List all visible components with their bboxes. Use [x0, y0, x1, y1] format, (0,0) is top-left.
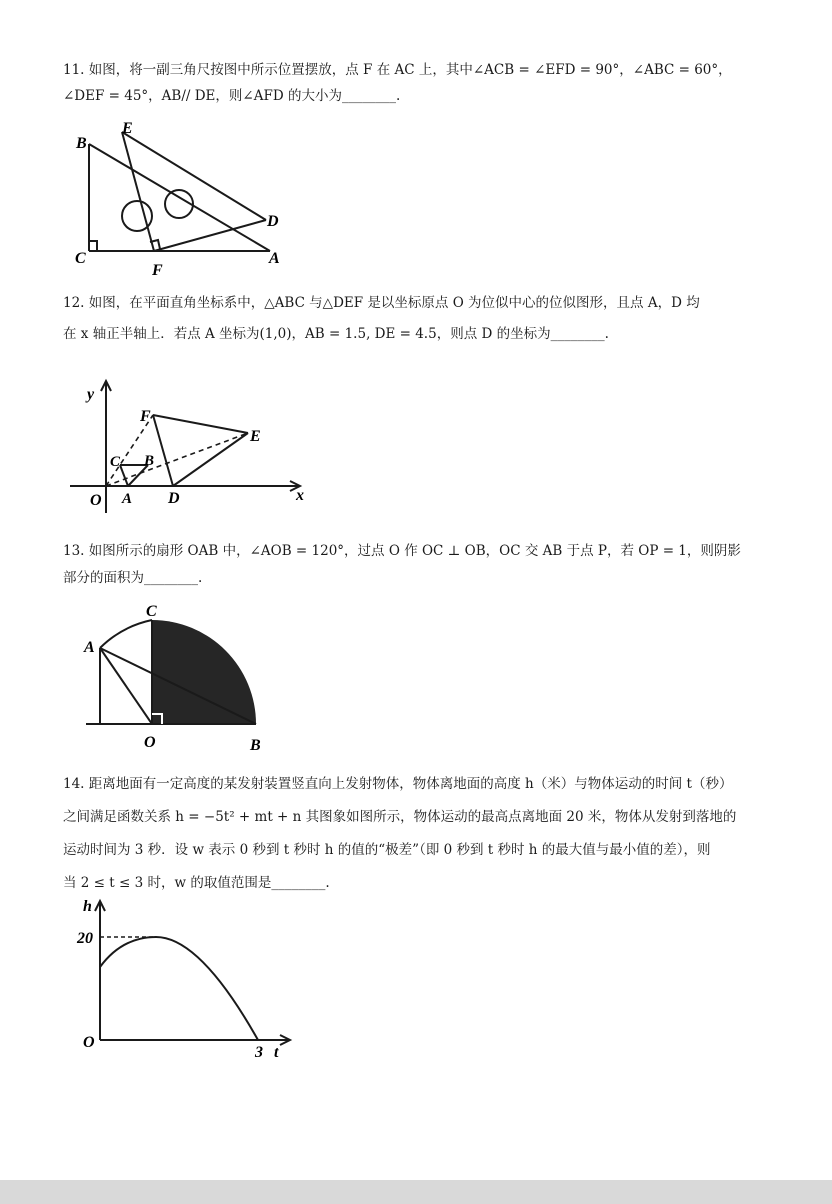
- label-D: D: [267, 213, 279, 230]
- label-20: 20: [77, 930, 93, 947]
- label-B: B: [76, 135, 87, 152]
- question-14-line-2: 之间满足函数关系 h = −5t² + mt + n 其图象如图所示，物体运动的最高点离地面 20 米，物体从发射到落地的: [63, 809, 737, 826]
- label-E: E: [250, 428, 261, 445]
- question-11-line-1: 11. 如图，将一副三角尺按图中所示位置摆放，点 F 在 AC 上，其中∠ACB = ∠EFD = 90°，∠ABC = 60°，: [63, 62, 732, 78]
- figure-13-sector: [78, 600, 288, 755]
- label-t: t: [274, 1044, 279, 1061]
- question-13: [63, 538, 779, 592]
- label-B: B: [250, 737, 261, 754]
- label-x: x: [296, 487, 304, 504]
- label-F: F: [152, 262, 163, 279]
- label-O: O: [83, 1034, 95, 1051]
- label-A: A: [269, 250, 280, 267]
- question-14-line-4: 当 2 ≤ t ≤ 3 时，w 的取值范围是________.: [63, 875, 330, 892]
- page-footer-bar: [0, 1180, 832, 1204]
- label-C: C: [110, 454, 121, 470]
- figure-11-triangles: [70, 120, 290, 280]
- label-y: y: [87, 386, 95, 403]
- label-C: C: [146, 603, 157, 620]
- label-B: B: [144, 453, 155, 469]
- question-12: [63, 288, 779, 350]
- label-3: 3: [255, 1044, 263, 1061]
- question-14-line-3: 运动时间为 3 秒．设 w 表示 0 秒到 t 秒时 h 的值的“极差”（即 0 秒到 t 秒时 h 的最大值与最小值的差），则: [63, 842, 711, 859]
- label-D: D: [168, 490, 180, 507]
- label-A: A: [122, 491, 133, 507]
- label-F: F: [140, 408, 151, 425]
- figure-14-parabola-graph: [75, 895, 305, 1065]
- question-14: [63, 768, 779, 900]
- label-O: O: [90, 492, 102, 509]
- figure-12-coordinate-plane: [60, 375, 320, 520]
- question-13-line-1: 13. 如图所示的扇形 OAB 中，∠AOB = 120°，过点 O 作 OC ⊥ OB，OC 交 AB 于点 P，若 OP = 1，则阴影: [63, 543, 741, 559]
- label-A: A: [84, 639, 95, 656]
- label-C: C: [75, 250, 86, 267]
- label-O: O: [144, 734, 156, 751]
- label-E: E: [122, 120, 133, 137]
- question-11-line-2: ∠DEF = 45°，AB// DE，则∠AFD 的大小为________.: [63, 87, 401, 104]
- question-12-line-2: 在 x 轴正半轴上．若点 A 坐标为(1,0)，AB = 1.5, DE = 4.5，则点 D 的坐标为________.: [63, 326, 609, 343]
- question-14-line-1: 14. 距离地面有一定高度的某发射装置竖直向上发射物体，物体离地面的高度 h（米）与物体运动的时间 t（秒）: [63, 776, 733, 792]
- question-13-line-2: 部分的面积为________.: [63, 570, 203, 586]
- label-h: h: [83, 898, 92, 915]
- question-12-line-1: 12. 如图，在平面直角坐标系中，△ABC 与△DEF 是以坐标原点 O 为位似中心的位似图形，且点 A，D 均: [63, 295, 700, 311]
- question-11: [63, 58, 779, 109]
